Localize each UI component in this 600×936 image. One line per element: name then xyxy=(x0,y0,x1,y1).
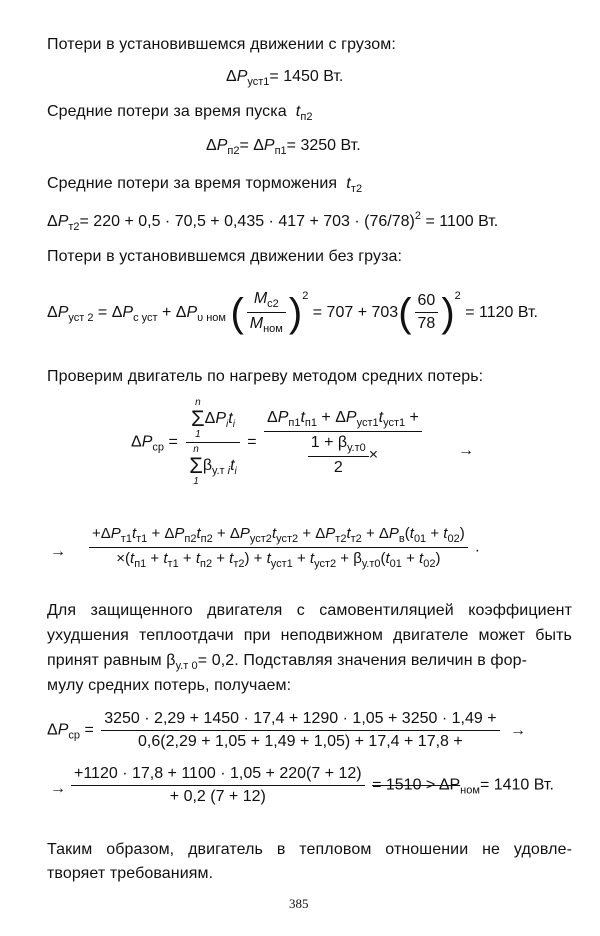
text-paragraph-ventilation-2: ухудшения теплоотдачи при неподвижном двигателе может быть xyxy=(47,627,572,644)
continuation-arrow: → xyxy=(50,543,66,560)
page-number: 385 xyxy=(289,896,309,911)
text-braking-losses: Средние потери за время торможения $t_{т2}$ xyxy=(47,175,363,195)
continuation-arrow: → xyxy=(510,722,526,739)
text-paragraph-ventilation-4: мулу средних потерь, получаем: xyxy=(47,677,292,694)
equation-start-loss: $\Delta P_{п2}= \Delta P_{п1}= 3250$ Вт. xyxy=(206,137,361,157)
equation-average-loss-general: $\Delta P_{ср}$ = n Σ 1 $\Delta P_it_i$ n Σ 1 $\beta_{у.т i}t_i$ = $\Delta P_{п1}t_{п1} + \Delta P_{уст1}t_{уст1}$ + $\frac{1 + \beta_{у.т0}}{2}$ × xyxy=(131,398,425,487)
text-conclusion-1: Таким образом, двигатель в тепловом отношении не удовле- xyxy=(47,841,572,858)
equation-braking-loss: $\Delta P_{т2}= 220 + 0,5 \cdot 70,5 + 0,435 \cdot 417 + 703 \cdot (76/78)^2 = 1100$ Вт. xyxy=(47,210,499,233)
equation-steady-loss-no-load: $\Delta P_{уст 2} = \Delta P_{с уст} + \Delta P_{\upsilon ном}$ ( $\frac{M_{с2}}{M_{ном}}$ )$^2$ = 707 + 703( $\frac{60}{78}$ )$^2$ = 1120 Вт. xyxy=(47,290,538,336)
text-losses-with-load: Потери в установившемся движении с грузом: xyxy=(47,36,396,53)
equation-average-loss-continued: $\frac{+\Delta P_{т1}t_{т1} + \Delta P_{п2}t_{п2} + \Delta P_{уст2}t_{уст2} + \Delta P_{т2}t_{т2} + \Delta P_в(t_{01} + t_{02})}{\times(t_{п1} + t_{т1} + t_{п2} + t_{т2}) + t_{уст1} + t_{уст2} + \beta_{у.т0}(t_{01} + t_{02})}$ . xyxy=(86,525,480,570)
text-paragraph-ventilation-1: Для защищенного двигателя с самовентиляцией коэффициент xyxy=(47,602,572,619)
continuation-arrow: → xyxy=(50,780,66,797)
equation-numeric-result: $\frac{+1120 \cdot 17,8 + 1100 \cdot 1,05 + 220(7 + 12)}{+ 0,2 (7 + 12)}$ = $1510 > \Delta P_{ном}= 1410$ Вт. xyxy=(68,765,554,806)
text-average-loss-method: Проверим двигатель по нагреву методом средних потерь: xyxy=(47,368,484,385)
text-start-losses: Средние потери за время пуска $t_{п2}$ xyxy=(47,103,313,123)
equation-steady-loss-with-load: $\Delta P_{уст1}= 1450$ Вт. xyxy=(226,68,344,88)
text-losses-without-load: Потери в установившемся движении без груза: xyxy=(47,248,403,265)
equation-numeric-substitution: $\Delta P_{ср}$ = $\frac{3250 \cdot 2,29 + 1450 \cdot 17,4 + 1290 \cdot 1,05 + 3250 \cdot 1,49 +}{0,6(2,29 + 1,05 + 1,49 + 1,05) + 17,4 + 17,8 +}$ xyxy=(47,710,503,751)
continuation-arrow: → xyxy=(458,442,474,459)
text-paragraph-ventilation-3: принят равным $\beta_{у.т 0}= 0,2$. Подставляя значения величин в фор- xyxy=(47,652,528,672)
text-conclusion-2: творяет требованиям. xyxy=(47,865,214,882)
